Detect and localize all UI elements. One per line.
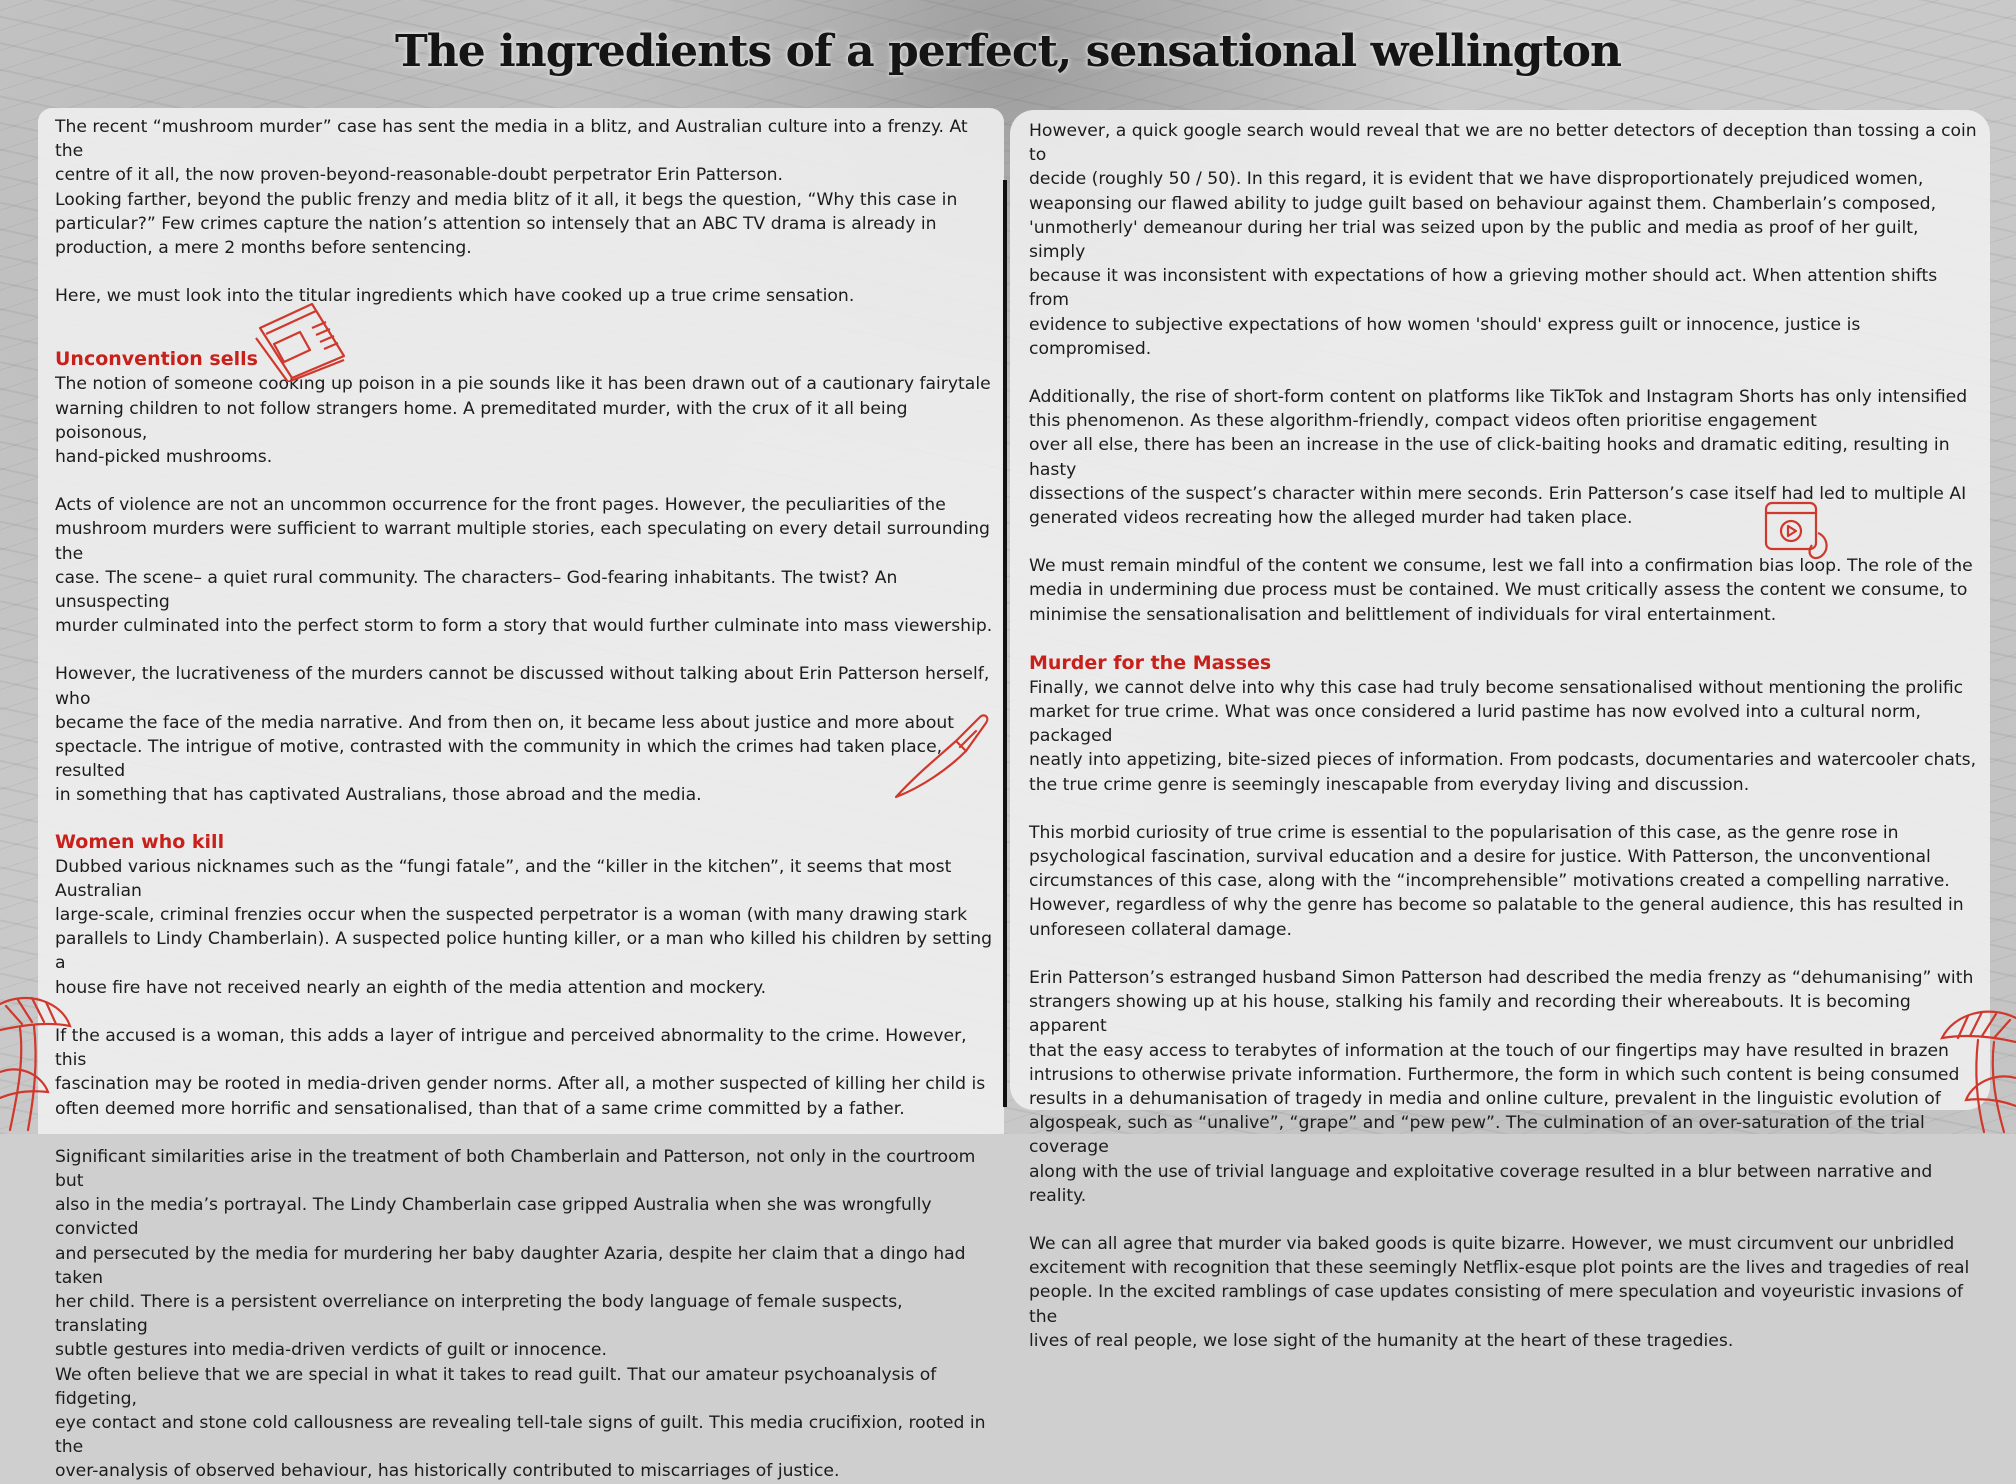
section-heading-women-who-kill: Women who kill (55, 830, 225, 853)
section-heading-murder-for-the-masses: Murder for the Masses (1029, 651, 1272, 674)
body-paragraph: However, the lucrativeness of the murders cannot be discussed without talking about Erin Patterson herself, who became the face of the media narrative. And from then on, it became less about justice and more about spectacle. The intrigue of motive, contrasted with the community in which the crimes had taken place, resulted in something that has captivated Australians, those abroad and the media. (55, 664, 990, 806)
body-paragraph: Dubbed various nicknames such as the “fungi fatale”, and the “killer in the kitchen”, it seems that most Australian large-scale, criminal frenzies occur when the suspected perpetrator is a woman (with many drawing stark parallels to Lindy Chamberlain). A suspected police hunting killer, or a man who killed his children by setting a house fire have not received nearly an eighth of the media attention and mockery. (55, 856, 993, 998)
body-paragraph: Significant similarities arise in the treatment of both Chamberlain and Patterson, not only in the courtroom but also in the media’s portrayal. The Lindy Chamberlain case gripped Australia when she was wrongfully convicted and persecuted by the media for murdering her baby daughter Azaria, despite her claim that a dingo had taken her child. There is a persistent overreliance on interpreting the body language of female suspects, translating subtle gestures into media-driven verdicts of guilt or innocence. We often believe that we are special in what it takes to read guilt. That our amateur psychoanalysis of fidgeting, eye contact and stone cold callousness are revealing tell-tale signs of guilt. This media crucifixion, rooted in the over-analysis of observed behaviour, has historically contributed to miscarriages of justice. (55, 1146, 986, 1482)
body-paragraph: However, a quick google search would reveal that we are no better detectors of deception than tossing a coin to decide (roughly 50 / 50). In this regard, it is evident that we have disproportionately prejudiced women, weaponsing our flawed ability to judge guilt based on behaviour against them. Chamberlain’s composed, 'unmotherly' demeanour during her trial was seized upon by the public and media as proof of her guilt, simply because it was inconsistent with expectations of how a grieving mother should act. When attention shifts from evidence to subjective expectations of how women 'should' express guilt or innocence, justice is compromised. (1029, 121, 1977, 359)
body-paragraph: We must remain mindful of the content we consume, lest we fall into a confirmation bias loop. The role of the media in undermining due process must be contained. We must critically assess the content we consume, to minimise the sensationalisation and belittlement of individuals for viral entertainment. (1029, 556, 1973, 625)
body-paragraph: Erin Patterson’s estranged husband Simon Patterson had described the media frenzy as “dehumanising” with strangers showing up at his house, stalking his family and recording their whereabouts. It is becoming apparent that the easy access to terabytes of information at the touch of our fingertips may have resulted in brazen intrusions to otherwise private information. Furthermore, the form in which such content is being consumed results in a dehumanisation of tragedy in media and online culture, prevalent in the linguistic evolution of algospeak, such as “unalive”, “grape” and “pew pew”. The culmination of an over-saturation of the trial coverage along with the use of trivial language and exploitative coverage resulted in a blur between narrative and reality. (1029, 967, 1974, 1206)
body-paragraph: This morbid curiosity of true crime is essential to the popularisation of this case, as the genre rose in psychological fascination, survival education and a desire for justice. With Patterson, the unconventional circumstances of this case, along with the “incomprehensible” motivations created a compelling narrative. However, regardless of why the genre has become so palatable to the general audience, this has resulted in unforeseen collateral damage. (1029, 822, 1964, 940)
intro-paragraph: Here, we must look into the titular ingredients which have cooked up a true crime sensation. (55, 286, 855, 307)
mushroom-right-icon (1932, 998, 2016, 1134)
section-heading-unconvention-sells: Unconvention sells (55, 348, 258, 371)
body-paragraph: The notion of someone cooking up poison in a pie sounds like it has been drawn out of a cautionary fairytale warning children to not follow strangers home. A premeditated murder, with the crux of it all being poisonous, hand-picked mushrooms. (55, 374, 991, 468)
body-paragraph: Finally, we cannot delve into why this case had truly become sensationalised without mentioning the prolific market for true crime. What was once considered a lurid pastime has now evolved into a cultural norm, packaged neatly into appetizing, bite-sized pieces of information. From podcasts, documentaries and watercooler chats, the true crime genre is seemingly inescapable from everyday living and discussion. (1029, 677, 1977, 795)
body-paragraph: Acts of violence are not an uncommon occurrence for the front pages. However, the peculiarities of the mushroom murders were sufficient to warrant multiple stories, each speculating on every detail surrounding the case. The scene– a quiet rural community. The characters– God-fearing inhabitants. The twist? An unsuspecting murder culminated into the perfect storm to form a story that would further culminate into mass viewership. (55, 495, 993, 637)
body-paragraph: Additionally, the rise of short-form content on platforms like TikTok and Instagram Shorts has only intensified this phenomenon. As these algorithm-friendly, compact videos often prioritise engagement over all else, there has been an increase in the use of click-baiting hooks and dramatic editing, resulting in hasty dissections of the suspect’s character within mere seconds. Erin Patterson’s case itself had led to multiple AI generated videos recreating how the alleged murder had taken place. (1029, 387, 1968, 529)
left-column (55, 115, 1000, 1484)
right-column (1029, 119, 1979, 1353)
video-player-icon (1762, 497, 1834, 563)
body-paragraph: We can all agree that murder via baked goods is quite bizarre. However, we must circumvent our unbridled excitement with recognition that these seemingly Netflix-esque plot points are the lives and tragedies of real people. In the excited ramblings of case updates consisting of mere speculation and voyeuristic invasions of the lives of real people, we lose sight of the humanity at the heart of these tragedies. (1029, 1233, 1970, 1351)
newspaper-icon (252, 298, 352, 382)
column-divider (1003, 180, 1007, 1107)
mushroom-left-icon (0, 980, 80, 1134)
knife-icon (890, 705, 994, 801)
intro-paragraph: The recent “mushroom murder” case has sent the media in a blitz, and Australian culture into a frenzy. At the centre of it all, the now proven-beyond-reasonable-doubt perpetrator Erin Patterson. Looking farther, beyond the public frenzy and media blitz of it all, it begs the question, “Why this case in particular?” Few crimes capture the nation’s attention so intensely that an ABC TV drama is already in production, a mere 2 months before sentencing. (55, 117, 968, 259)
body-paragraph: If the accused is a woman, this adds a layer of intrigue and perceived abnormality to the crime. However, this fascination may be rooted in media-driven gender norms. After all, a mother suspected of killing her child is often deemed more horrific and sensationalised, than that of a same crime committed by a father. (55, 1025, 986, 1119)
page-title: The ingredients of a perfect, sensational wellington (395, 26, 1621, 77)
